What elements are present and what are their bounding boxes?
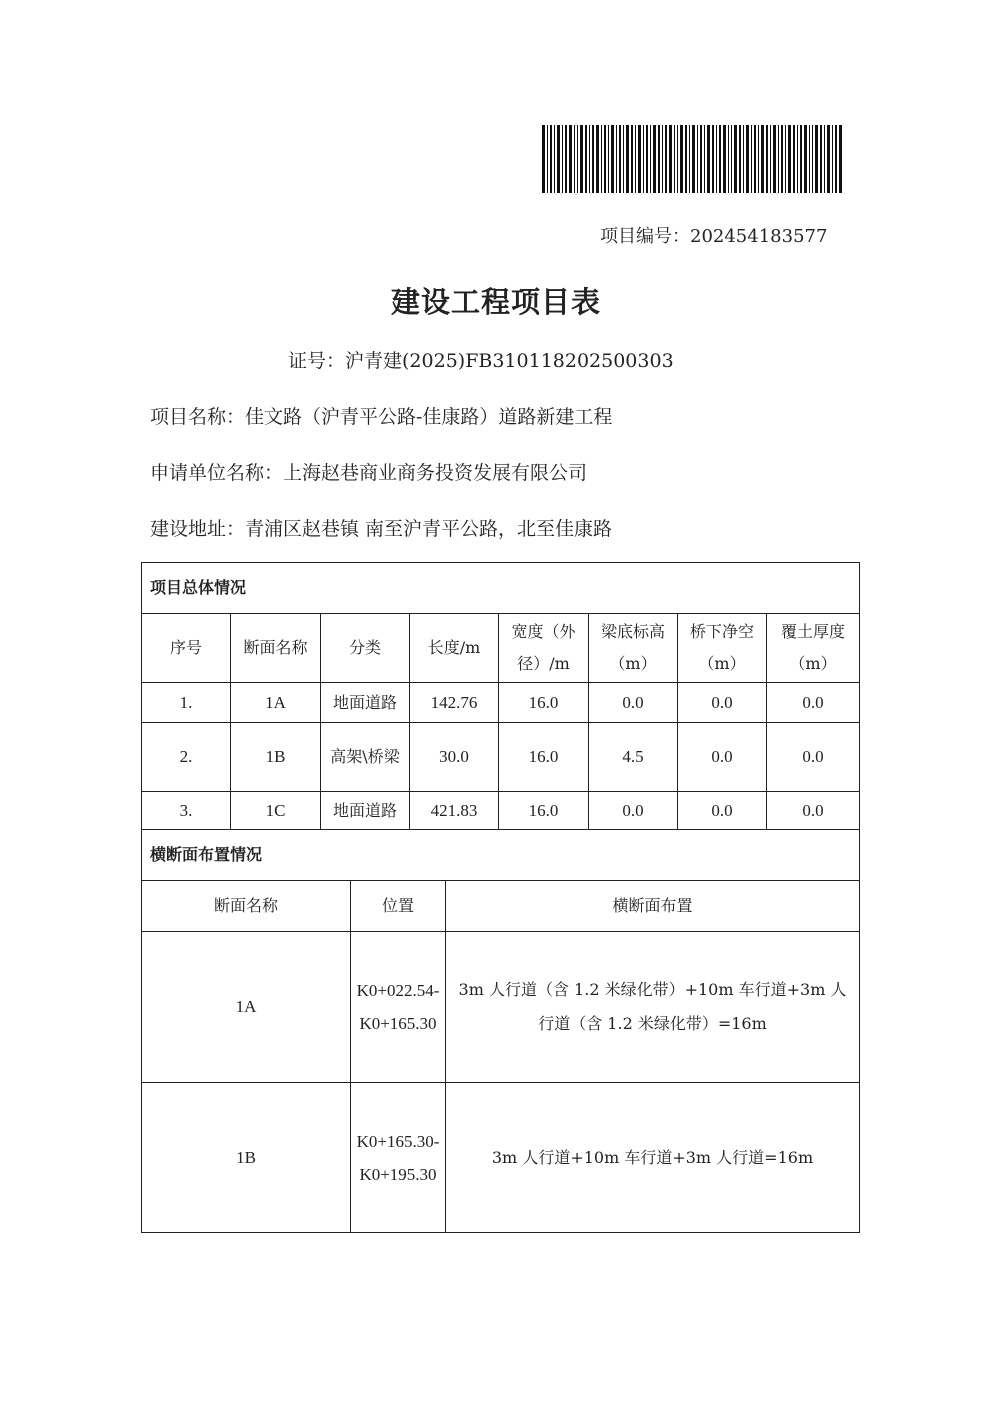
- cell: K0+022.54-K0+165.30: [351, 932, 446, 1083]
- header-cell: 桥下净空（m）: [678, 614, 767, 683]
- header-cell: 位置: [351, 881, 446, 932]
- cell: 1B: [231, 723, 321, 792]
- cell: 1A: [231, 683, 321, 723]
- cell: 2.: [142, 723, 231, 792]
- cell: 地面道路: [321, 792, 410, 830]
- project-number: [600, 222, 827, 248]
- cert-value: 沪青建(2025)FB310118202500303: [345, 350, 674, 372]
- cell: 3m 人行道+10m 车行道+3m 人行道=16m: [446, 1083, 860, 1233]
- table-row: [142, 932, 860, 1083]
- cell: 0.0: [678, 683, 767, 723]
- project-name-line: [150, 402, 612, 429]
- cell: 16.0: [499, 683, 589, 723]
- cell: 16.0: [499, 723, 589, 792]
- table-row: [142, 1083, 860, 1233]
- certificate-line: [288, 346, 674, 373]
- header-cell: 分类: [321, 614, 410, 683]
- cell: 1B: [142, 1083, 351, 1233]
- header-cell: 断面名称: [142, 881, 351, 932]
- applicant-value: 上海赵巷商业商务投资发展有限公司: [283, 462, 588, 484]
- cell: 30.0: [410, 723, 499, 792]
- header-cell: 梁底标高（m）: [589, 614, 678, 683]
- cell: 地面道路: [321, 683, 410, 723]
- cell: 3.: [142, 792, 231, 830]
- header-cell: 横断面布置: [446, 881, 860, 932]
- address-value: 青浦区赵巷镇 南至沪青平公路，北至佳康路: [245, 518, 613, 540]
- cell: 1.: [142, 683, 231, 723]
- header-cell: 断面名称: [231, 614, 321, 683]
- table-row: [142, 723, 860, 792]
- cell: 142.76: [410, 683, 499, 723]
- overview-header-row: [142, 614, 860, 683]
- project-name-value: 佳文路（沪青平公路-佳康路）道路新建工程: [245, 406, 613, 428]
- cell: 高架\桥梁: [321, 723, 410, 792]
- cell: 421.83: [410, 792, 499, 830]
- cell: 0.0: [767, 723, 860, 792]
- cell: 0.0: [767, 792, 860, 830]
- header-cell: 序号: [142, 614, 231, 683]
- cell: 1C: [231, 792, 321, 830]
- header-cell: 宽度（外径）/m: [499, 614, 589, 683]
- table-row: [142, 683, 860, 723]
- applicant-label: 申请单位名称：: [150, 462, 284, 484]
- barcode: [542, 125, 842, 193]
- overview-section-title: 项目总体情况: [142, 563, 860, 614]
- address-label: 建设地址：: [150, 518, 246, 540]
- cell: 0.0: [678, 792, 767, 830]
- header-cell: 覆土厚度（m）: [767, 614, 860, 683]
- table-row: [142, 792, 860, 830]
- cell: 0.0: [767, 683, 860, 723]
- cell: K0+165.30-K0+195.30: [351, 1083, 446, 1233]
- address-line: [150, 514, 612, 541]
- cross-section-title: 横断面布置情况: [142, 830, 860, 881]
- cell: 3m 人行道（含 1.2 米绿化带）+10m 车行道+3m 人行道（含 1.2 米绿化带）=16m: [446, 932, 860, 1083]
- cell: 1A: [142, 932, 351, 1083]
- applicant-line: [150, 458, 587, 485]
- cell: 16.0: [499, 792, 589, 830]
- overview-table: [141, 562, 860, 830]
- header-cell: 长度/m: [410, 614, 499, 683]
- project-number-value: 202454183577: [690, 226, 828, 247]
- cell: 0.0: [678, 723, 767, 792]
- cert-label: 证号：: [288, 350, 346, 372]
- cross-section-table: [141, 829, 860, 1233]
- project-number-label: 项目编号：: [600, 226, 690, 247]
- project-name-label: 项目名称：: [150, 406, 246, 428]
- cross-section-header-row: [142, 881, 860, 932]
- cell: 4.5: [589, 723, 678, 792]
- page-title: 建设工程项目表: [390, 285, 601, 319]
- cell: 0.0: [589, 792, 678, 830]
- cell: 0.0: [589, 683, 678, 723]
